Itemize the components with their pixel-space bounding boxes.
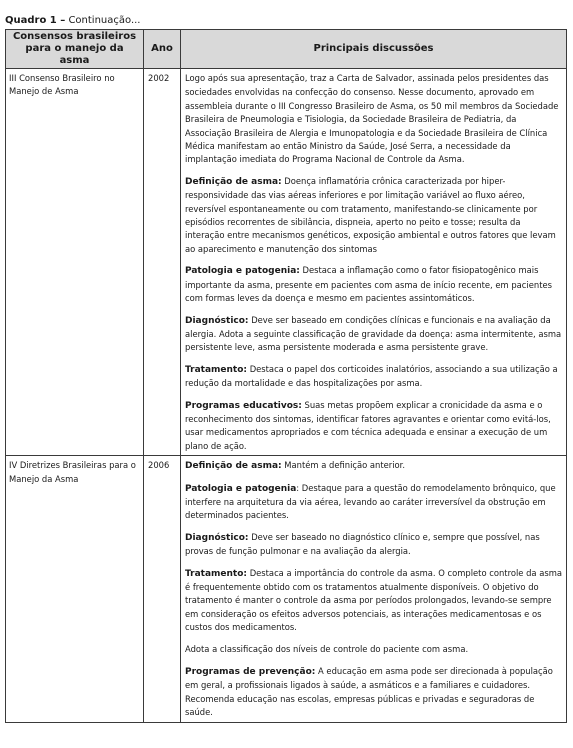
paragraph-text: Adota a classificação dos níveis de controle do paciente com asma. (185, 643, 469, 654)
discussion-paragraph (185, 264, 562, 305)
paragraph-title: Diagnóstico: (185, 532, 249, 543)
paragraph-title: Programas educativos: (185, 400, 302, 411)
header-discussoes: Principais discussões (181, 30, 567, 69)
row-discussoes (181, 69, 567, 456)
table-header-row (6, 30, 567, 69)
paragraph-text: : Destaque para a questão do remodelamento brônquico, que interfere na arquitetura da via aérea, levando ao caráter irreversível da obstrução em determinados pacientes. (185, 482, 556, 521)
table-row (6, 69, 567, 456)
row-consenso: IV Diretrizes Brasileiras para o Manejo da Asma (6, 456, 144, 723)
table-row (6, 456, 567, 723)
discussion-paragraph (185, 399, 562, 454)
discussion-paragraph (185, 567, 562, 635)
paragraph-text: Doença inflamatória crônica caracterizada por hiper-responsividade das vias aéreas inferiores e por limitação variável ao fluxo aéreo, reversível espontaneamente ou com tratamento, manifestando-se clinicamente por episódios recorrentes de sibilância, dispneia, aperto no peito e tosse; resulta da interação entre mecanismos genéticos, exposição ambiental e outros fatores que levam ao aparecimento e manutenção dos sintomas (185, 175, 556, 254)
table-caption (5, 13, 567, 28)
paragraph-text: Destaca a inflamação como o fator fisiopatogênico mais importante da asma, presente em pacientes com asma de início recente, em pacientes com formas leves da doença e mesmo em pacientes assintomáticos. (185, 265, 552, 304)
header-consensos: Consensos brasileiros para o manejo da asma (6, 30, 144, 69)
row-ano: 2006 (144, 456, 181, 723)
discussion-paragraph (185, 175, 562, 256)
row-discussoes (181, 456, 567, 723)
header-ano: Ano (144, 30, 181, 69)
paragraph-text: Mantém a definição anterior. (284, 460, 406, 471)
row-ano: 2002 (144, 69, 181, 456)
row-consenso: III Consenso Brasileiro no Manejo de Asma (6, 69, 144, 456)
discussion-paragraph (185, 459, 562, 473)
paragraph-text: A educação em asma pode ser direcionada à população em geral, a profissionais ligados à saúde, a asmáticos e a familiares e cuidadores. Recomenda educação nas escolas, empresas públicas e privadas e seguradoras de saúde. (185, 666, 553, 718)
paragraph-text: Logo após sua apresentação, traz a Carta de Salvador, assinada pelos presidentes das sociedades envolvidas na confecção do consenso. Nesse documento, aprovado em assembleia durante o III Congresso Brasileiro de Asma, os 50 mil membros da Sociedade Brasileira de Pneumologia e Tisiologia, da Sociedade Brasileira de Pediatria, da Associação Brasileira de Alergia e Imunopatologia e da Sociedade Brasileira de Clínica Médica manifestam ao então Ministro da Saúde, José Serra, a necessidade da implantação imediata do Programa Nacional de Controle da Asma. (185, 73, 559, 165)
paragraph-text: Deve ser baseado em condições clínicas e funcionais e na avaliação da alergia. Adota a seguinte classificação de gravidade da doença: asma intermitente, asma persistente leve, asma persistente moderada e asma persistente grave. (185, 314, 562, 353)
caption-label: Quadro 1 – (5, 15, 66, 26)
discussion-paragraph (185, 482, 562, 523)
paragraph-title: Definição de asma: (185, 176, 282, 187)
paragraph-title: Patologia e patogenia: (185, 266, 300, 277)
discussion-paragraph (185, 314, 562, 355)
paragraph-title: Programas de prevenção: (185, 667, 316, 678)
discussion-paragraph (185, 643, 562, 657)
discussion-paragraph (185, 72, 562, 167)
discussion-paragraph (185, 531, 562, 559)
discussion-paragraph (185, 363, 562, 391)
consensus-table (5, 29, 567, 723)
paragraph-title: Tratamento: (185, 364, 248, 375)
discussion-paragraph (185, 665, 562, 720)
paragraph-text: Deve ser baseado no diagnóstico clínico e, sempre que possível, nas provas de função pulmonar e na avaliação da alergia. (185, 531, 540, 557)
paragraph-title: Diagnóstico: (185, 315, 249, 326)
caption-continuation: Continuação... (68, 15, 141, 26)
paragraph-title: Patologia e patogenia (185, 483, 297, 494)
paragraph-text: Destaca a importância do controle da asma. O completo controle da asma é frequentemente obtido com os tratamentos atualmente disponíveis. O objetivo do tratamento é manter o controle da asma por períodos prolongados, levando-se sempre em consideração os efeitos adversos potenciais, as interações medicamentosas e os custos dos medicamentos. (185, 567, 562, 633)
paragraph-text: Suas metas propõem explicar a cronicidade da asma e o reconhecimento dos sintomas, identificar fatores agravantes e orientar como evitá-los, usar medicamentos apropriados e com técnica adequada e ensinar a execução de um plano de ação. (185, 399, 551, 451)
paragraph-title: Definição de asma: (185, 461, 282, 472)
document-page (5, 13, 567, 723)
paragraph-title: Tratamento: (185, 568, 248, 579)
paragraph-text: Destaca o papel dos corticoides inalatórios, associando a sua utilização a redução da mortalidade e das hospitalizações por asma. (185, 363, 558, 389)
